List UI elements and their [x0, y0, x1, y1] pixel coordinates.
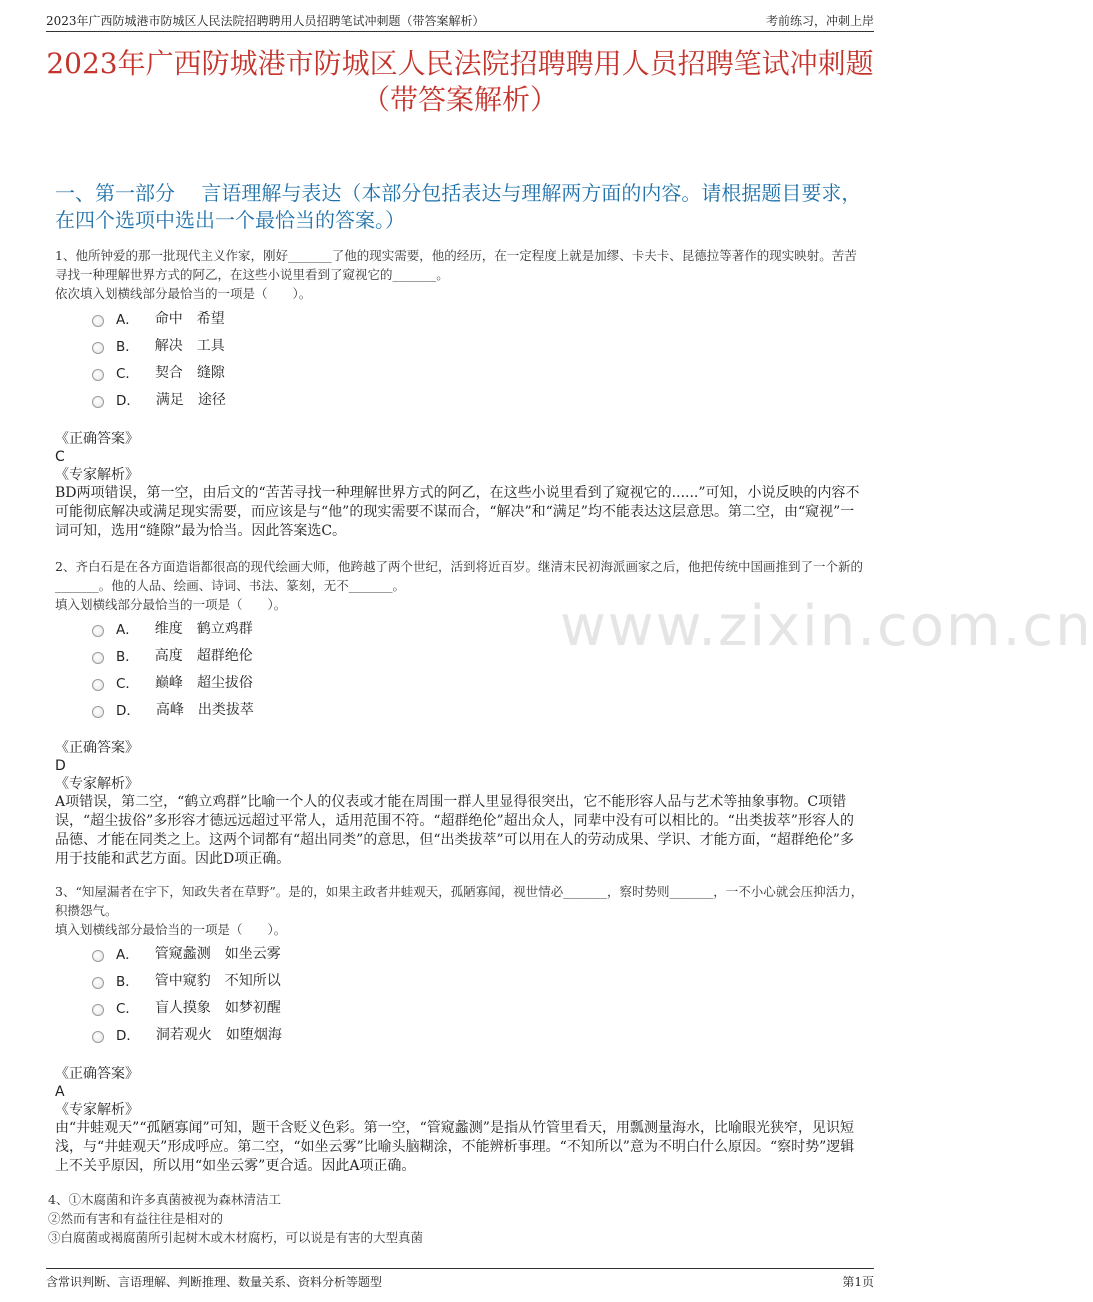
header-slogan: 考前练习，冲刺上岸: [765, 14, 874, 28]
document-title: 2023年广西防城港市防城区人民法院招聘聘用人员招聘笔试冲刺题（带答案解析）: [46, 47, 874, 116]
option-2-d[interactable]: D． 高峰 出类拔萃: [92, 695, 254, 722]
option-3-d[interactable]: D． 洞若观火 如堕烟海: [92, 1020, 282, 1047]
option-3-c[interactable]: C． 盲人摸象 如梦初醒: [92, 993, 282, 1020]
radio-icon[interactable]: [92, 706, 104, 718]
question-3-instruction: 填入划横线部分最恰当的一项是（ ）。: [55, 922, 287, 937]
radio-icon[interactable]: [92, 679, 104, 691]
page-footer: [46, 1268, 874, 1292]
watermark: www.zixin.com.cn: [560, 594, 1093, 659]
page-header: [46, 10, 874, 32]
answer-label: 《正确答案》: [55, 740, 139, 756]
radio-icon[interactable]: [92, 652, 104, 664]
option-1-a[interactable]: A． 命中 希望: [92, 304, 226, 331]
question-2-answer: [55, 740, 867, 869]
radio-icon[interactable]: [92, 315, 104, 327]
option-1-b[interactable]: B． 解决 工具: [92, 331, 226, 358]
option-3-b[interactable]: B． 管中窥豹 不知所以: [92, 966, 282, 993]
question-2-text: 2、齐白石是在各方面造诣都很高的现代绘画大师，他跨越了两个世纪，活到将近百岁。继清末民初海派画家之后，他把传统中国画推到了一个新的_______。他的人品、绘画、诗词、书法、篆刻，无不_______。: [55, 559, 863, 593]
question-3-stem: [55, 882, 867, 939]
question-1-text: 1、他所钟爱的那一批现代主义作家，刚好_______了他的现实需要，他的经历，在一定程度上就是加缪、卡夫卡、昆德拉等著作的现实映射。苦苦寻找一种理解世界方式的阿乙，在这些小说里看到了窥视它的_______。: [55, 248, 857, 282]
radio-icon[interactable]: [92, 950, 104, 962]
analysis-label: 《专家解析》: [55, 1102, 139, 1118]
option-1-d[interactable]: D． 满足 途径: [92, 385, 226, 412]
option-2-c[interactable]: C． 巅峰 超尘拔俗: [92, 668, 254, 695]
question-4-line-3: ③白腐菌或褐腐菌所引起树木或木材腐朽，可以说是有害的大型真菌: [48, 1230, 424, 1245]
page-number: 第1页: [842, 1275, 874, 1289]
answer-value: A: [55, 1084, 65, 1100]
header-doc-title: 2023年广西防城港市防城区人民法院招聘聘用人员招聘笔试冲刺题（带答案解析）: [46, 14, 485, 28]
answer-label: 《正确答案》: [55, 1066, 139, 1082]
radio-icon[interactable]: [92, 977, 104, 989]
question-3-answer: [55, 1066, 867, 1176]
question-1-stem: [55, 246, 867, 303]
analysis-text: A项错误，第二空，“鹤立鸡群”比喻一个人的仪表或才能在周围一群人里显得很突出，它不能形容人品与艺术等抽象事物。C项错误，“超尘拔俗”多形容才德远远超过平常人，适用范围不符。“超群绝伦”超出众人，同辈中没有可以相比的。“出类拔萃”形容人的品德、才能在同类之上。这两个词都有“超出同类”的意思，但“出类拔萃”可以用在人的劳动成果、学识、才能方面，“超群绝伦”多用于技能和武艺方面。因此D项正确。: [55, 794, 854, 867]
question-2-instruction: 填入划横线部分最恰当的一项是（ ）。: [55, 597, 287, 612]
question-4-line-2: ②然而有害和有益往往是相对的: [48, 1211, 224, 1226]
analysis-text: BD两项错误，第一空，由后文的“苦苦寻找一种理解世界方式的阿乙，在这些小说里看到了窥视它的......”可知，小说反映的内容不可能彻底解决或满足现实需要，而应该是与“他”的现实需要不谋而合，“解决”和“满足”均不能表达这层意思。第二空，由“窥视”一词可知，选用“缝隙”最为恰当。因此答案选C。: [55, 485, 860, 539]
question-4-line-1: 4、①木腐菌和许多真菌被视为森林清洁工: [48, 1192, 281, 1207]
radio-icon[interactable]: [92, 1004, 104, 1016]
option-2-b[interactable]: B． 高度 超群绝伦: [92, 641, 254, 668]
section-title: 一、第一部分 言语理解与表达（本部分包括表达与理解两方面的内容。请根据题目要求，在四个选项中选出一个最恰当的答案。）: [55, 181, 862, 232]
footer-description: 含常识判断、言语理解、判断推理、数量关系、资料分析等题型: [46, 1275, 383, 1289]
question-1-instruction: 依次填入划横线部分最恰当的一项是（ ）。: [55, 286, 312, 301]
radio-icon[interactable]: [92, 1031, 104, 1043]
question-3-options: [92, 939, 282, 1047]
answer-value: D: [55, 758, 66, 774]
analysis-text: 由“井蛙观天”“孤陋寡闻”可知，题干含贬义色彩。第一空，“管窥蠡测”是指从竹管里看天，用瓢测量海水，比喻眼光狭窄，见识短浅，与“井蛙观天”形成呼应。第二空，“如坐云雾”比喻头脑糊涂，不能辨析事理。“不知所以”意为不明白什么原因。“察时势”逻辑上不关乎原因，所以用“如坐云雾”更合适。因此A项正确。: [55, 1120, 855, 1174]
option-3-a[interactable]: A． 管窥蠡测 如坐云雾: [92, 939, 282, 966]
option-1-c[interactable]: C． 契合 缝隙: [92, 358, 226, 385]
answer-value: C: [55, 449, 65, 465]
question-2-options: [92, 614, 254, 722]
question-1-options: [92, 304, 226, 412]
analysis-label: 《专家解析》: [55, 467, 139, 483]
radio-icon[interactable]: [92, 369, 104, 381]
radio-icon[interactable]: [92, 625, 104, 637]
option-2-a[interactable]: A． 维度 鹤立鸡群: [92, 614, 254, 641]
question-4-stem: [48, 1190, 868, 1247]
answer-label: 《正确答案》: [55, 431, 139, 447]
analysis-label: 《专家解析》: [55, 776, 139, 792]
question-3-text: 3、“知屋漏者在宇下，知政失者在草野”。是的，如果主政者井蛙观天，孤陋寡闻，视世情必_______，察时势则_______，一不小心就会压抑活力，积攒怨气。: [55, 884, 864, 918]
radio-icon[interactable]: [92, 342, 104, 354]
question-1-answer: [55, 431, 867, 541]
radio-icon[interactable]: [92, 396, 104, 408]
